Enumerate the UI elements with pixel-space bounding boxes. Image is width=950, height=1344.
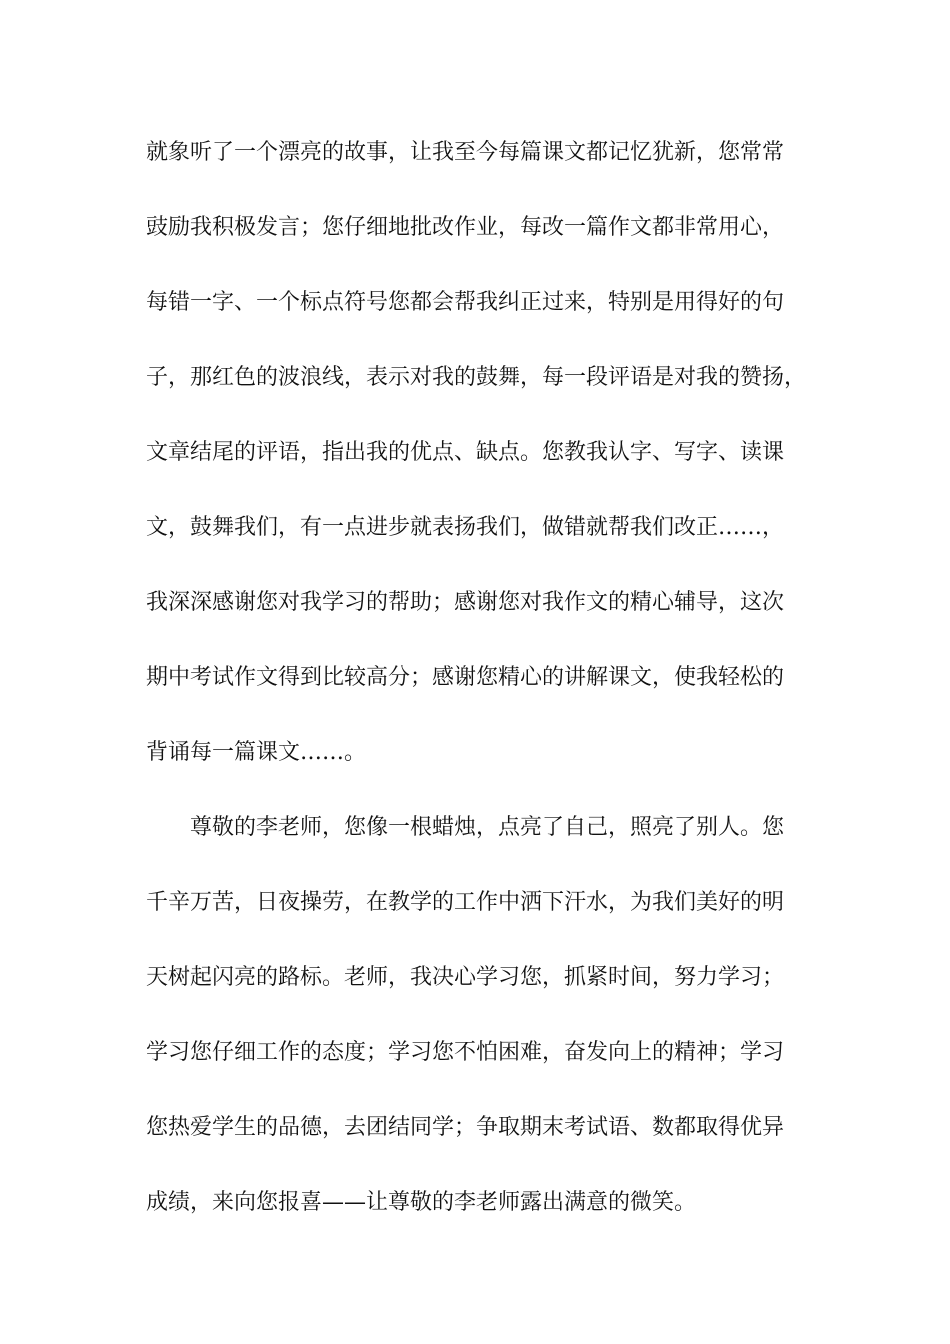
paragraph-start-line: 尊敬的李老师，您像一根蜡烛，点亮了自己，照亮了别人。您 [190,815,785,840]
text-line: 每错一字、一个标点符号您都会帮我纠正过来，特别是用得好的句 [146,290,785,315]
text-line: 背诵每一篇课文……。 [146,740,367,765]
text-line: 期中考试作文得到比较高分；感谢您精心的讲解课文，使我轻松的 [146,665,785,690]
text-line: 成绩，来向您报喜——让尊敬的李老师露出满意的微笑。 [146,1190,697,1215]
text-line: 我深深感谢您对我学习的帮助；感谢您对我作文的精心辅导，这次 [146,590,785,615]
text-line: 就象听了一个漂亮的故事，让我至今每篇课文都记忆犹新，您常常 [146,140,785,165]
text-line: 学习您仔细工作的态度；学习您不怕困难，奋发向上的精神；学习 [146,1040,785,1065]
text-line: 天树起闪亮的路标。老师，我决心学习您，抓紧时间，努力学习； [146,965,785,990]
text-line: 文章结尾的评语，指出我的优点、缺点。您教我认字、写字、读课 [146,440,785,465]
text-line: 豉励我积极发言；您仔细地批改作业，每改一篇作文都非常用心， [146,215,785,240]
text-line: 千辛万苦，日夜操劳，在教学的工作中洒下汗水，为我们美好的明 [146,890,785,915]
text-line: 您热爱学生的品德，去团结同学；争取期末考试语、数都取得优异 [146,1115,785,1140]
text-line: 子，那红色的波浪线，表示对我的鼓舞，每一段评语是对我的赞扬， [146,365,807,390]
text-line: 文，鼓舞我们，有一点进步就表扬我们，做错就帮我们改正……， [146,515,785,540]
body-text [146,132,836,1257]
